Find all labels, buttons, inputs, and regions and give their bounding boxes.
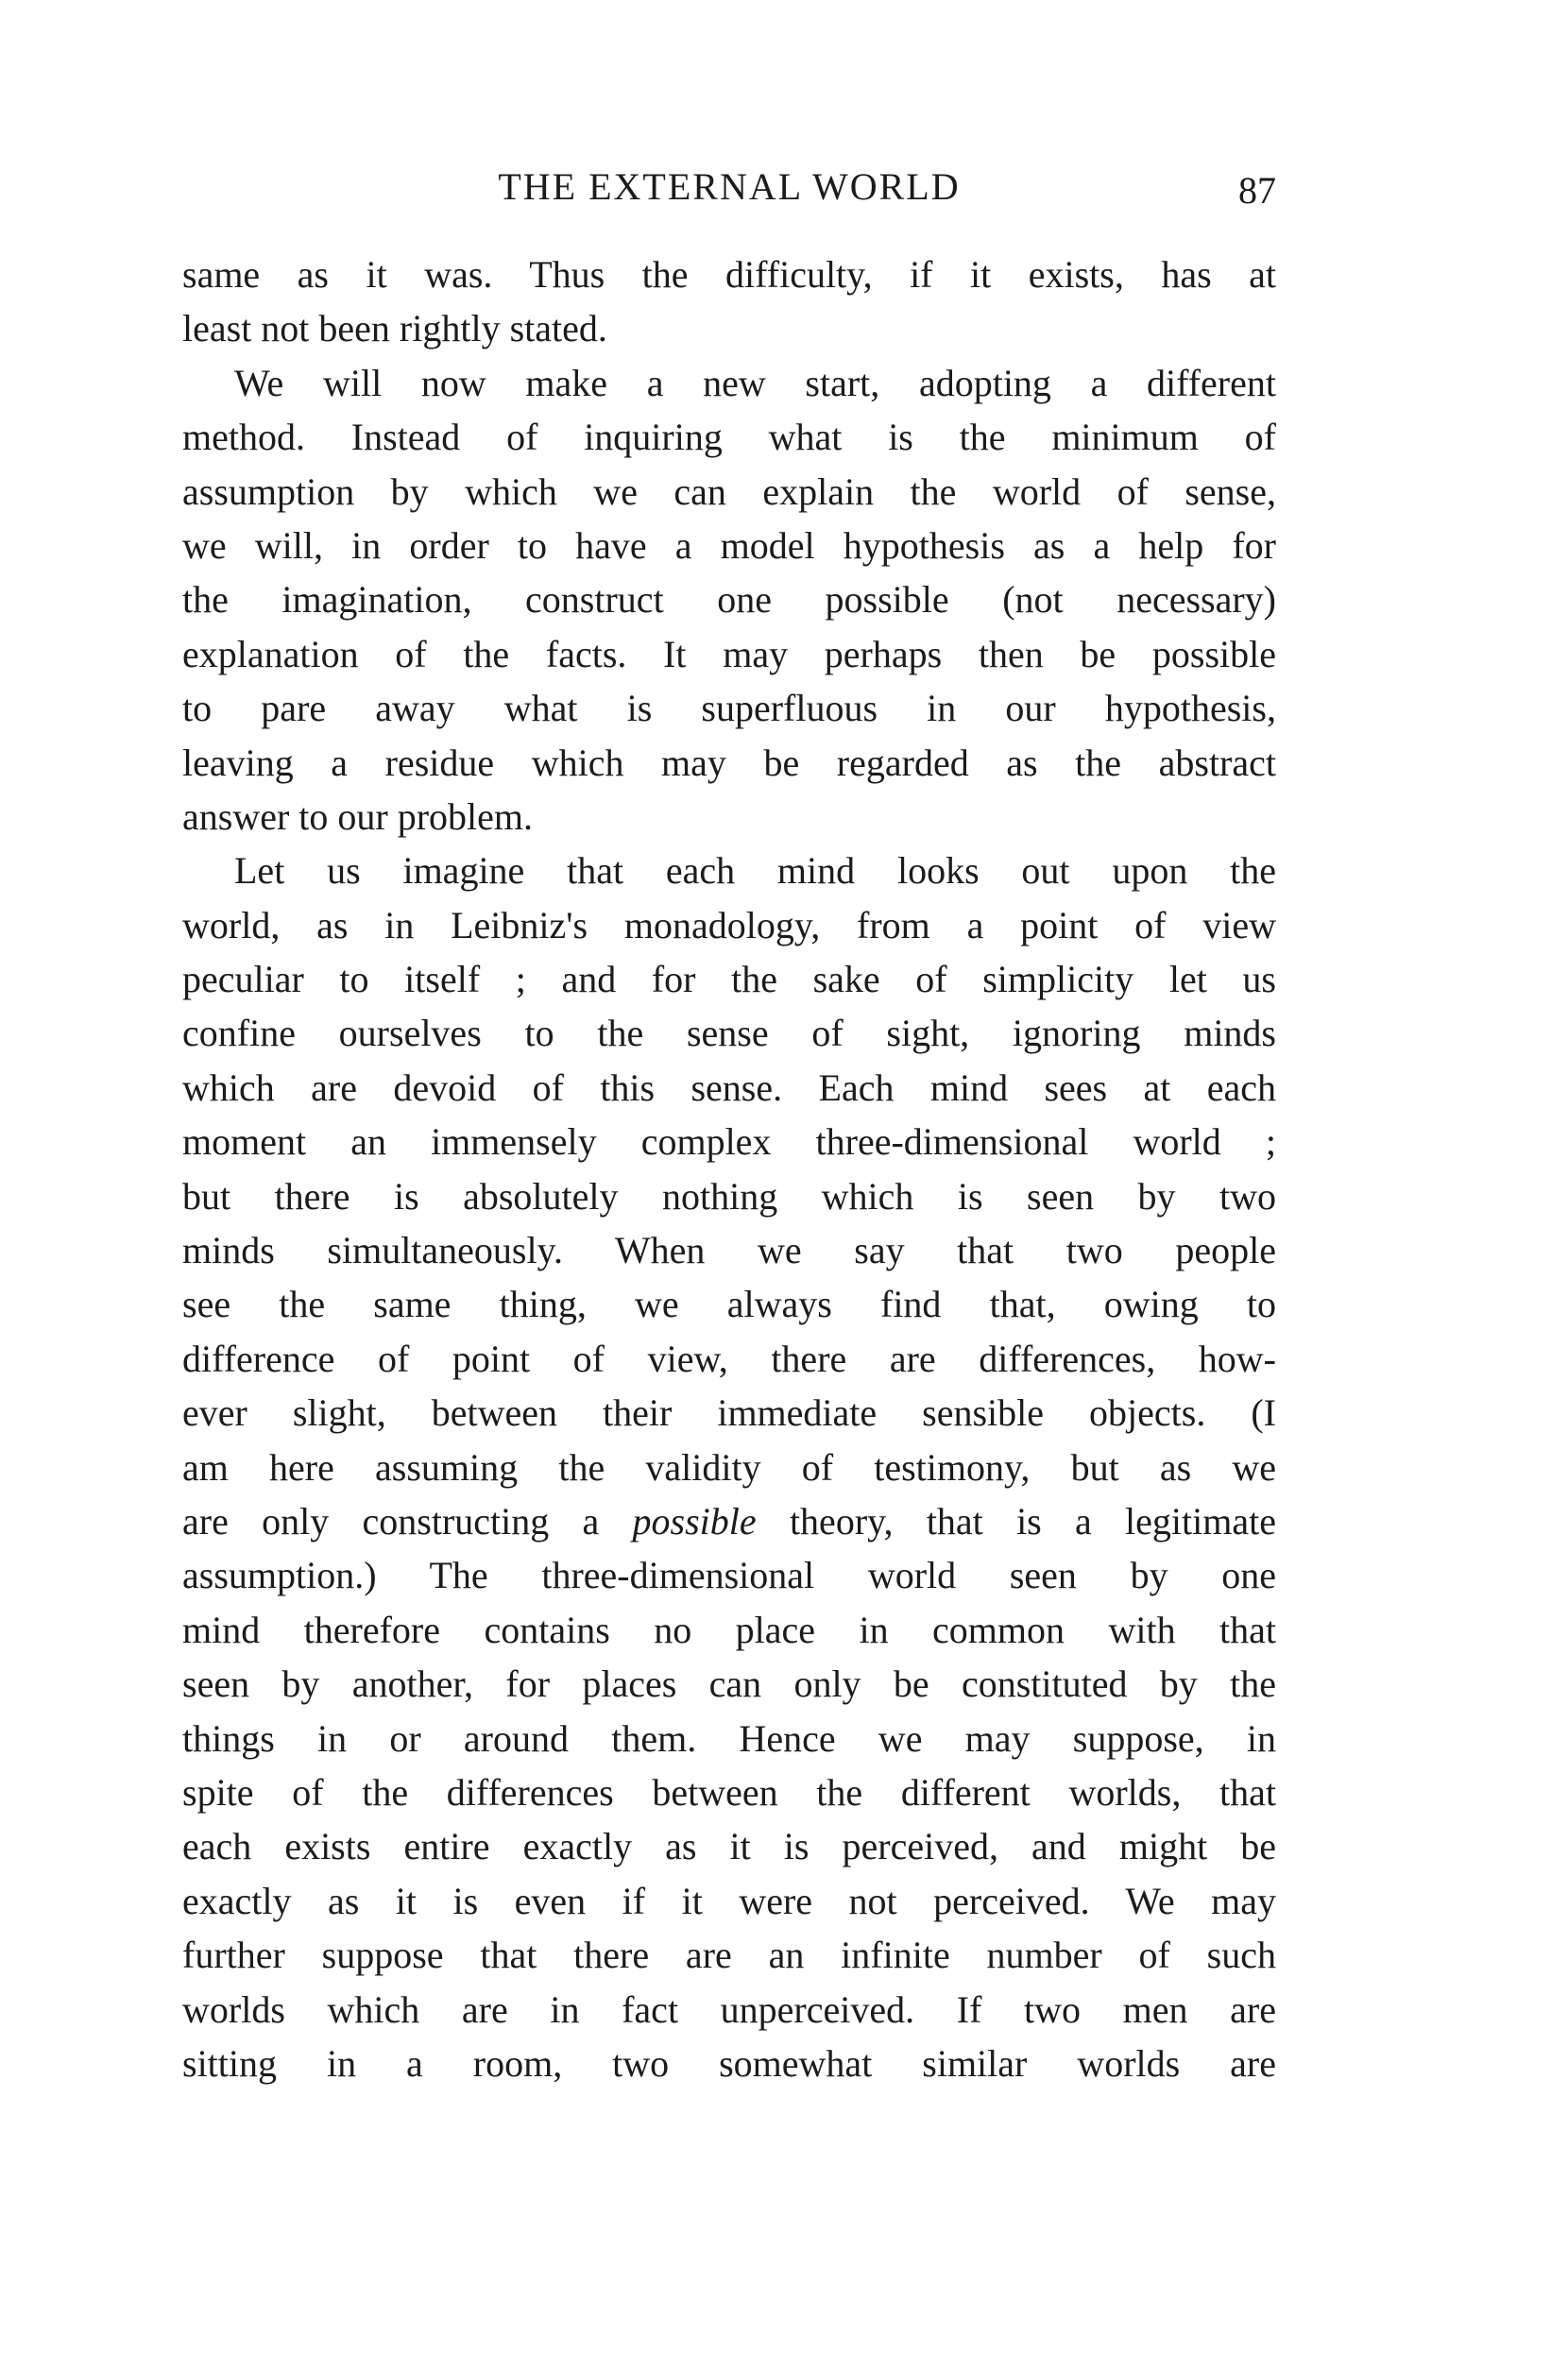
text-line: worlds which are in fact unperceived. If two men are bbox=[182, 1987, 1276, 2031]
text-line: difference of point of view, there are differences, how- bbox=[182, 1337, 1276, 1380]
text-line: the imagination, construct one possible (not necessary) bbox=[182, 578, 1276, 622]
text-line: to pare away what is superfluous in our hypothesis, bbox=[182, 687, 1276, 730]
text-line: we will, in order to have a model hypothesis as a help for bbox=[182, 523, 1276, 567]
text-line: minds simultaneously. When we say that two people bbox=[182, 1229, 1276, 1272]
text-line: seen by another, for places can only be constituted by the bbox=[182, 1662, 1276, 1706]
text-line: but there is absolutely nothing which is seen by two bbox=[182, 1174, 1276, 1218]
text-line: further suppose that there are an infinite number of such bbox=[182, 1934, 1276, 1977]
text-line: sitting in a room, two somewhat similar worlds are bbox=[182, 2041, 1276, 2085]
text-line: same as it was. Thus the difficulty, if it exists, has at bbox=[182, 253, 1276, 296]
text-line: We will now make a new start, adopting a different bbox=[234, 361, 1276, 404]
text-line: confine ourselves to the sense of sight, ignoring minds bbox=[182, 1012, 1276, 1055]
body-text bbox=[182, 247, 1276, 2090]
page-header bbox=[182, 159, 1276, 215]
text-line: am here assuming the validity of testimony, but as we bbox=[182, 1445, 1276, 1489]
text-line: moment an immensely complex three-dimensional world ; bbox=[182, 1120, 1276, 1164]
text-line: least not been rightly stated. bbox=[182, 307, 607, 350]
text-line: leaving a residue which may be regarded as the abstract bbox=[182, 741, 1276, 784]
text-line: assumption by which we can explain the world of sense, bbox=[182, 469, 1276, 513]
text-line: see the same thing, we always find that, owing to bbox=[182, 1283, 1276, 1326]
text-segment: theory, that is a legitimate bbox=[756, 1499, 1276, 1543]
text-line: mind therefore contains no place in common with that bbox=[182, 1608, 1276, 1651]
text-line: peculiar to itself ; and for the sake of simplicity let us bbox=[182, 958, 1276, 1001]
text-line: method. Instead of inquiring what is the minimum of bbox=[182, 416, 1276, 459]
text-segment: are only constructing a bbox=[182, 1499, 633, 1543]
text-line: spite of the differences between the different worlds, that bbox=[182, 1770, 1276, 1814]
text-line: which are devoid of this sense. Each mind sees at each bbox=[182, 1066, 1276, 1109]
italic-word: possible bbox=[632, 1499, 757, 1543]
page-number: 87 bbox=[1238, 169, 1276, 212]
running-title: THE EXTERNAL WORLD bbox=[498, 165, 961, 208]
text-line: answer to our problem. bbox=[182, 794, 534, 838]
text-line: explanation of the facts. It may perhaps then be possible bbox=[182, 632, 1276, 675]
text-line: ever slight, between their immediate sensible objects. (I bbox=[182, 1391, 1276, 1435]
text-line: exactly as it is even if it were not perceived. We may bbox=[182, 1879, 1276, 1922]
text-line-with-italic bbox=[182, 1494, 1276, 1548]
text-line: things in or around them. Hence we may suppose, in bbox=[182, 1716, 1276, 1760]
text-line: Let us imagine that each mind looks out upon the bbox=[234, 849, 1276, 893]
text-line: each exists entire exactly as it is perceived, and might be bbox=[182, 1825, 1276, 1868]
text-line: world, as in Leibniz's monadology, from a point of view bbox=[182, 903, 1276, 946]
text-line: assumption.) The three-dimensional world seen by one bbox=[182, 1554, 1276, 1597]
